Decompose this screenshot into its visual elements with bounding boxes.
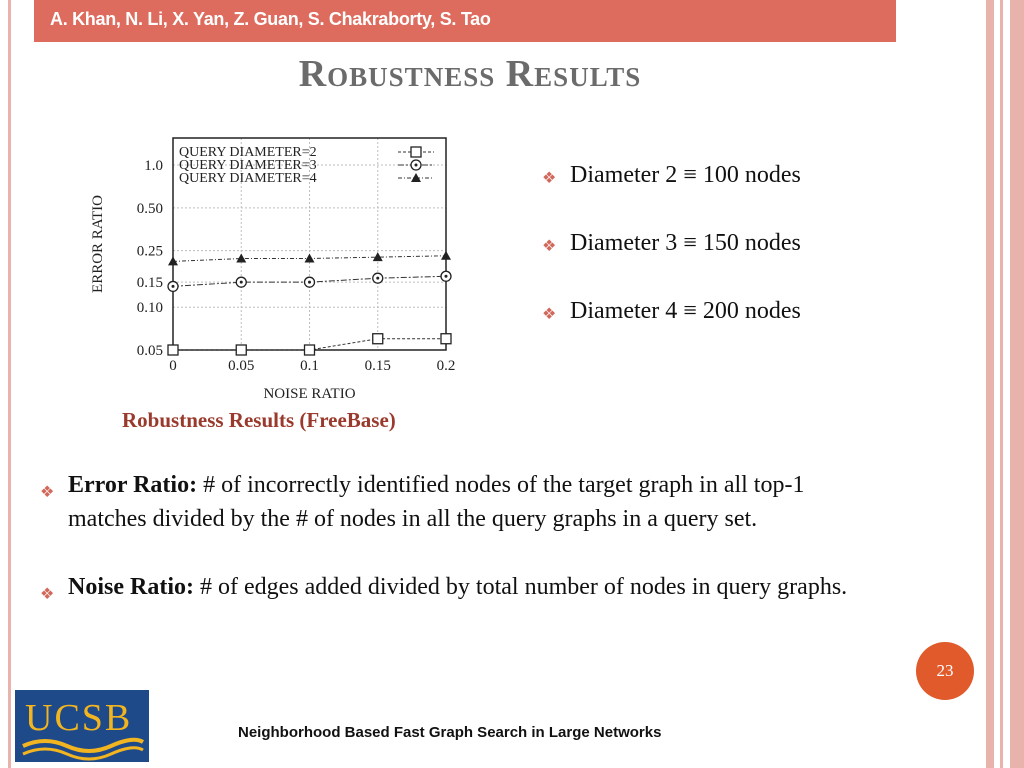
x-tick-label: 0.15 — [364, 358, 391, 374]
y-tick-label: 1.0 — [144, 158, 163, 175]
bullet-icon: ❖ — [542, 238, 557, 255]
x-axis-label: NOISE RATIO — [263, 386, 356, 402]
data-point — [236, 254, 246, 263]
data-point-dot — [376, 277, 379, 280]
bullet-icon: ❖ — [40, 484, 55, 501]
slide-border-left — [8, 0, 11, 768]
definition-error-ratio — [38, 468, 888, 536]
diameter-text: Diameter 2 ≡ 100 nodes — [570, 162, 801, 188]
data-point — [373, 334, 383, 344]
legend-label: QUERY DIAMETER=2 — [179, 145, 317, 160]
author-bar — [34, 0, 896, 42]
slide-border-right — [986, 0, 994, 768]
definitions — [38, 468, 888, 638]
y-tick-label: 0.10 — [136, 300, 163, 317]
legend-marker-dot — [415, 164, 418, 167]
logo-wave-icon — [15, 690, 149, 762]
bullet-icon: ❖ — [542, 306, 557, 323]
data-point-dot — [445, 275, 448, 278]
x-tick-label: 0 — [169, 358, 177, 374]
definition-noise-ratio — [38, 570, 888, 604]
x-tick-label: 0.1 — [300, 358, 319, 374]
data-point — [305, 254, 315, 263]
data-point — [441, 334, 451, 344]
legend-marker — [411, 147, 421, 157]
slide-border-right-outer — [1010, 0, 1024, 768]
author-list: A. Khan, N. Li, X. Yan, Z. Guan, S. Chakraborty, S. Tao — [50, 9, 491, 29]
ucsb-logo — [15, 690, 149, 762]
y-tick-label: 0.50 — [136, 200, 163, 217]
legend-label: QUERY DIAMETER=4 — [179, 171, 317, 186]
data-point-dot — [240, 281, 243, 284]
logo-text: UCSB — [25, 697, 133, 739]
diameter-text: Diameter 3 ≡ 150 nodes — [570, 230, 801, 256]
definition-text: # of incorrectly identified nodes of the target graph in all top-1 matches divided by the # of nodes in all the query graphs in a query set. — [68, 472, 805, 532]
legend-label: QUERY DIAMETER=3 — [179, 158, 317, 173]
data-point — [168, 345, 178, 355]
y-tick-label: 0.05 — [136, 343, 163, 359]
y-axis-label: ERROR RATIO — [90, 195, 106, 293]
slide-title: Robustness Results — [298, 53, 642, 95]
definition-term: Noise Ratio: — [68, 574, 194, 600]
robustness-chart — [80, 128, 480, 408]
definition-term: Error Ratio: — [68, 472, 198, 498]
slide-border-right-thin — [1000, 0, 1003, 768]
data-point — [236, 345, 246, 355]
data-point — [441, 251, 451, 260]
x-tick-label: 0.05 — [228, 358, 255, 374]
x-tick-label: 0.2 — [436, 358, 456, 374]
data-point-dot — [172, 285, 175, 288]
data-point — [305, 345, 315, 355]
y-tick-label: 0.15 — [136, 275, 163, 292]
y-tick-label: 0.25 — [136, 243, 163, 260]
bullet-icon: ❖ — [40, 586, 55, 603]
diameter-text: Diameter 4 ≡ 200 nodes — [570, 298, 801, 324]
page-number-badge: 23 — [916, 642, 974, 700]
definition-text: # of edges added divided by total number of nodes in query graphs. — [199, 574, 848, 600]
figure-caption: Robustness Results (FreeBase) — [122, 408, 396, 432]
bullet-icon: ❖ — [542, 170, 557, 187]
data-point-dot — [308, 281, 311, 284]
footer-title: Neighborhood Based Fast Graph Search in Large Networks — [238, 724, 662, 741]
